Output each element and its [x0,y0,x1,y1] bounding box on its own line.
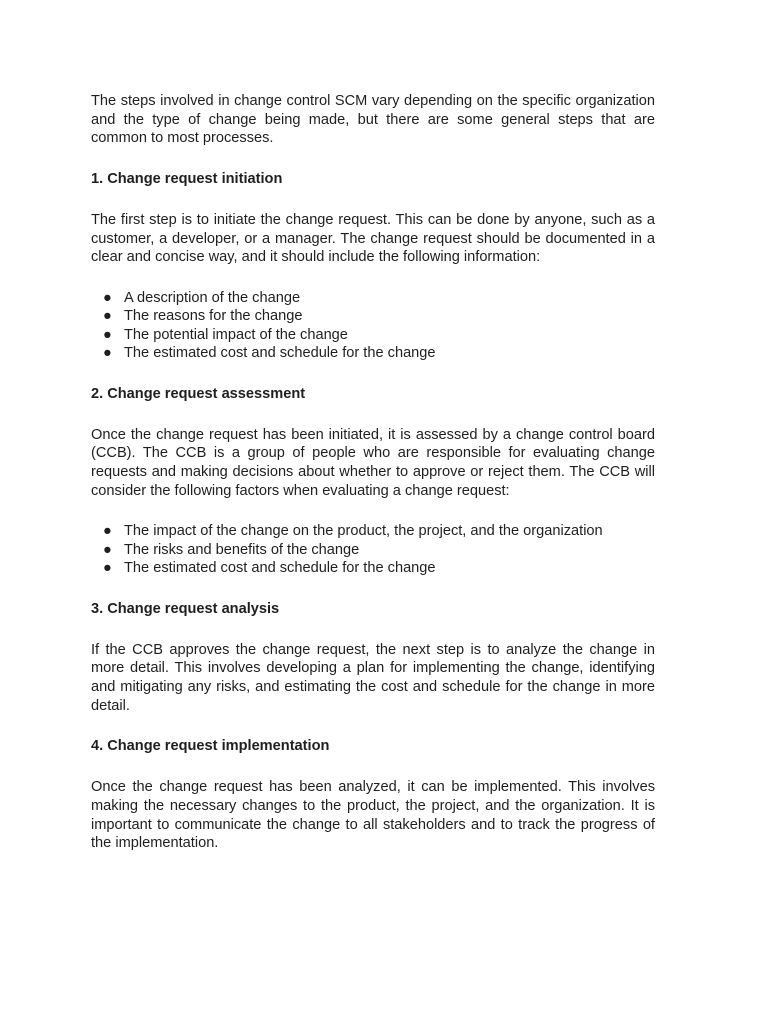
intro-paragraph: The steps involved in change control SCM vary depending on the specific organization and the type of change being made, but there are some general steps that are common to most processes. [91,93,655,147]
section-2-heading: 2. Change request assessment [91,385,306,402]
section-1-heading: 1. Change request initiation [91,171,283,188]
bullet-icon: ● [103,523,112,540]
section-1-body: The first step is to initiate the change request. This can be done by anyone, such as a customer, a developer, or a manager. The change request should be documented in a clear and concise way, and it should include the following information: [91,211,655,266]
list-item: ● A description of the change [103,289,301,306]
section-4-body: Once the change request has been analyzed, it can be implemented. This involves making the necessary changes to the product, the project, and the organization. It is important to communicate the change to all stakeholders and to track the progress of the implementation. [91,779,655,852]
section-4-heading: 4. Change request implementation [91,738,330,755]
section-3-body: If the CCB approves the change request, the next step is to analyze the change in more detail. This involves developing a plan for implementing the change, identifying and mitigating any risks, and estimating the cost and schedule for the change in more detail. [91,641,655,714]
section-2-bullet-list [91,522,655,578]
section-3-heading: 3. Change request analysis [91,600,280,617]
bullet-icon: ● [103,560,112,577]
bullet-icon: ● [103,541,112,558]
section-2-body: Once the change request has been initiated, it is assessed by a change control board (CCB). The CCB is a group of people who are responsible for evaluating change requests and making decisions about whether to approve or reject them. The CCB will consider the following factors when evaluating a change request: [91,426,655,499]
list-item: ● The estimated cost and schedule for the change [103,560,436,577]
bullet-icon: ● [103,326,112,343]
bullet-icon: ● [103,345,112,362]
document-page [91,92,655,853]
list-item: ● The reasons for the change [103,308,303,325]
bullet-icon: ● [103,308,112,325]
list-item: ● The impact of the change on the product, the project, and the organization [103,523,603,540]
section-1-bullet-list [91,289,655,363]
list-item: ● The estimated cost and schedule for the change [103,345,436,362]
list-item: ● The risks and benefits of the change [103,541,360,558]
list-item: ● The potential impact of the change [103,326,348,343]
bullet-icon: ● [103,289,112,306]
